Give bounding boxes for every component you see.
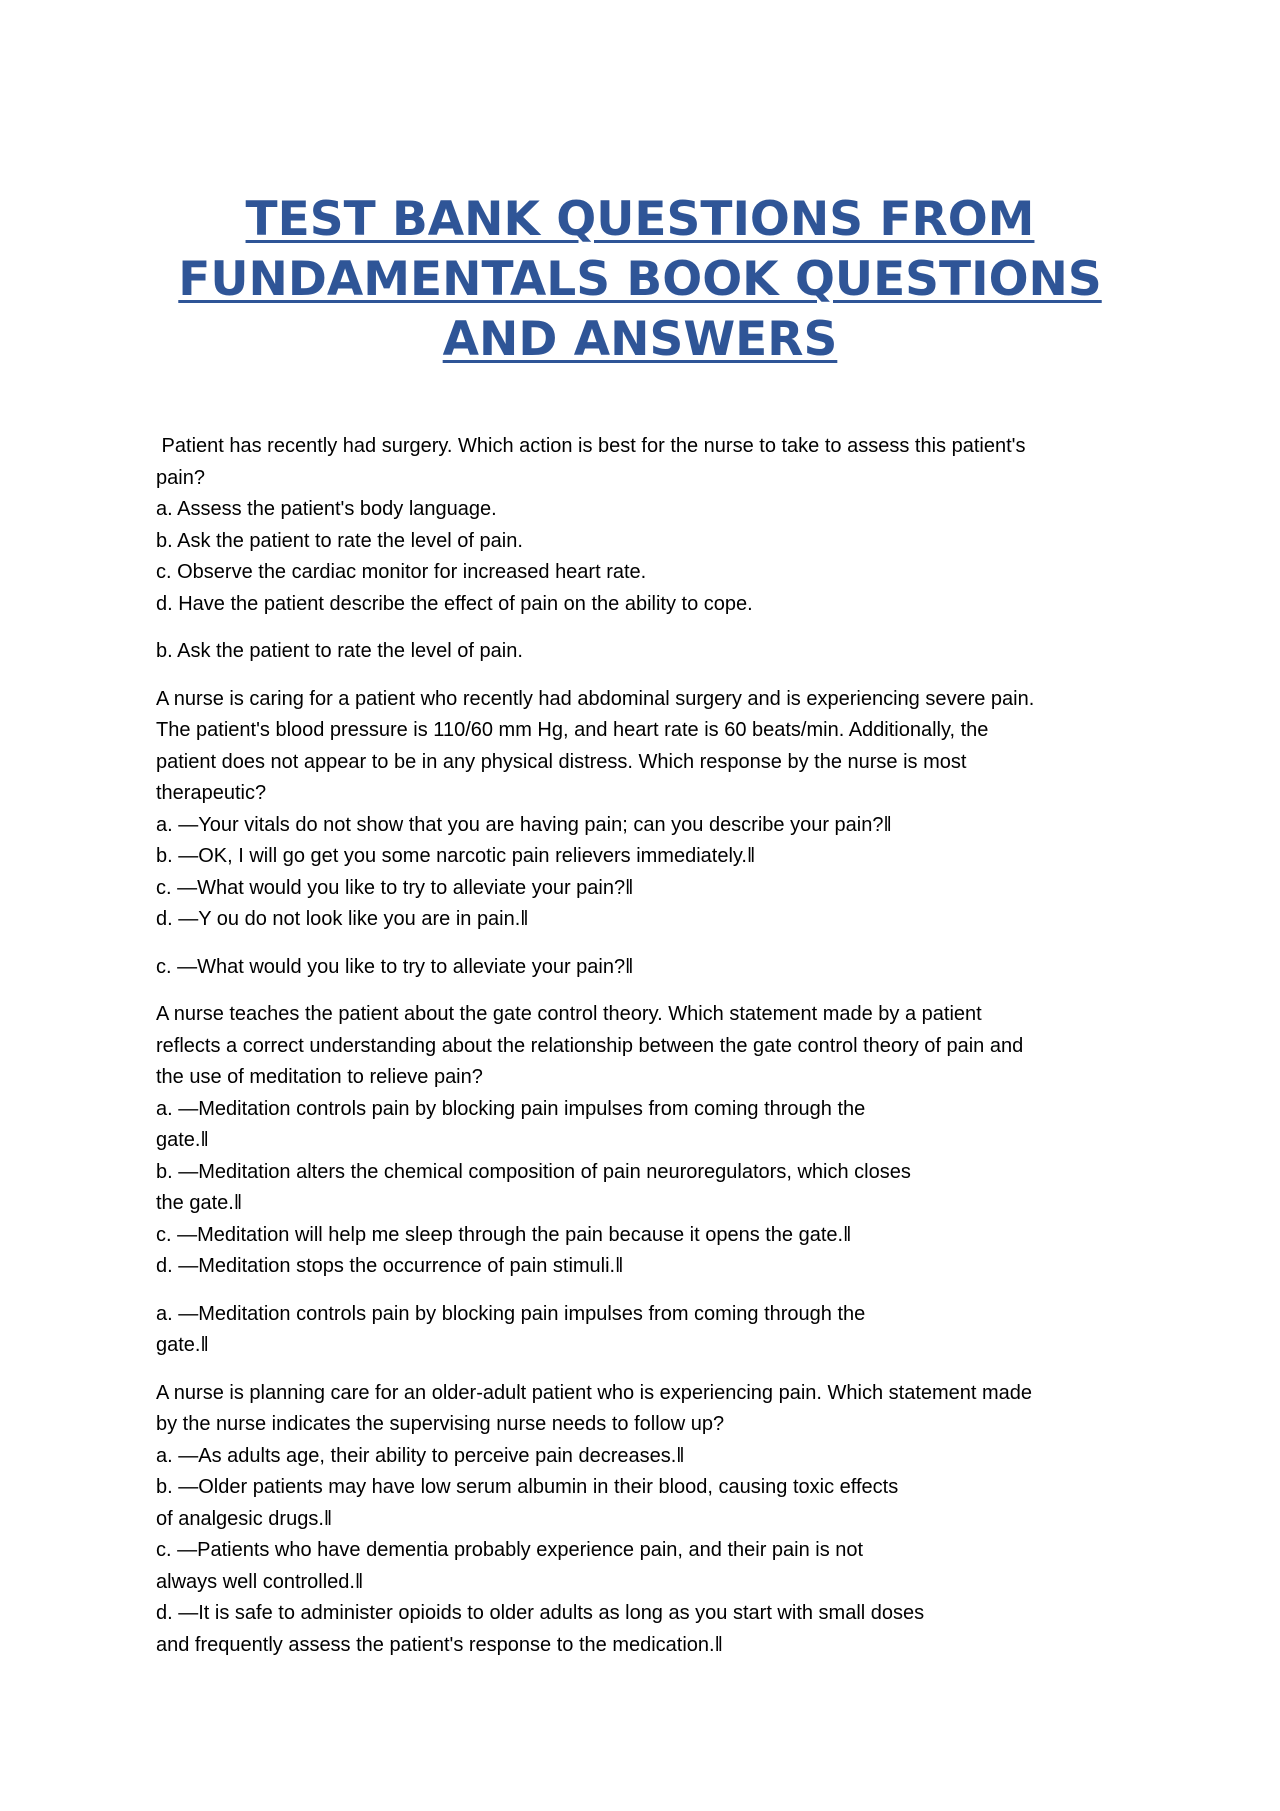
option-b: b. ―OK, I will go get you some narcotic pain relievers immediately.‖: [156, 845, 756, 867]
page-title: [150, 190, 1130, 370]
answer-3: [156, 1299, 1136, 1362]
question-text: reflects a correct understanding about the relationship between the gate control theory of pain and: [156, 1034, 1024, 1057]
option-a: a. ―Your vitals do not show that you are having pain; can you describe your pain?‖: [156, 813, 892, 836]
question-text: pain?: [156, 466, 205, 489]
option-b-cont: the gate.‖: [156, 1192, 243, 1214]
option-d: d. Have the patient describe the effect of pain on the ability to cope.: [156, 592, 753, 615]
answer-text: gate.‖: [156, 1334, 209, 1356]
question-text: A nurse teaches the patient about the gate control theory. Which statement made by a patient: [156, 1003, 982, 1025]
option-a: a. ―As adults age, their ability to perceive pain decreases.‖: [156, 1444, 685, 1467]
option-c: c. Observe the cardiac monitor for increased heart rate.: [156, 561, 647, 583]
question-text: therapeutic?: [156, 782, 267, 804]
question-2: [156, 684, 1136, 936]
question-4: [156, 1378, 1136, 1662]
option-b: b. Ask the patient to rate the level of pain.: [156, 529, 523, 552]
question-text: A nurse is planning care for an older-adult patient who is experiencing pain. Which statement made: [156, 1381, 1033, 1404]
answer-2: [156, 952, 1136, 984]
option-d-cont: and frequently assess the patient's response to the medication.‖: [156, 1633, 723, 1656]
question-text: the use of meditation to relieve pain?: [156, 1066, 483, 1088]
document-body: [156, 431, 1136, 1661]
option-a: a. ―Meditation controls pain by blocking pain impulses from coming through the: [156, 1097, 866, 1120]
option-b: b. ―Meditation alters the chemical composition of pain neuroregulators, which closes: [156, 1160, 911, 1183]
question-text: patient does not appear to be in any physical distress. Which response by the nurse is most: [156, 750, 967, 773]
option-c: c. ―Meditation will help me sleep through the pain because it opens the gate.‖: [156, 1223, 852, 1246]
answer-text: b. Ask the patient to rate the level of pain.: [156, 640, 523, 662]
answer-1: [156, 636, 1136, 668]
title-line: TEST BANK QUESTIONS FROM: [245, 192, 1035, 247]
title-line: AND ANSWERS: [442, 312, 838, 367]
question-text: The patient's blood pressure is 110/60 mm Hg, and heart rate is 60 beats/min. Additionally, the: [156, 719, 989, 741]
option-c: c. ―Patients who have dementia probably experience pain, and their pain is not: [156, 1539, 864, 1561]
answer-text: c. ―What would you like to try to alleviate your pain?‖: [156, 955, 634, 978]
question-1: [156, 431, 1136, 620]
option-c: c. ―What would you like to try to alleviate your pain?‖: [156, 876, 634, 899]
option-b: b. ―Older patients may have low serum albumin in their blood, causing toxic effects: [156, 1476, 899, 1498]
option-b-cont: of analgesic drugs.‖: [156, 1507, 333, 1530]
option-a-cont: gate.‖: [156, 1129, 209, 1151]
answer-text: a. ―Meditation controls pain by blocking pain impulses from coming through the: [156, 1302, 866, 1325]
option-d: d. ―Meditation stops the occurrence of pain stimuli.‖: [156, 1255, 624, 1277]
question-text: Patient has recently had surgery. Which action is best for the nurse to take to assess this patient's: [156, 435, 1026, 457]
option-d: d. ―It is safe to administer opioids to older adults as long as you start with small doses: [156, 1602, 925, 1624]
title-line: FUNDAMENTALS BOOK QUESTIONS: [178, 252, 1102, 307]
option-c-cont: always well controlled.‖: [156, 1570, 364, 1593]
question-3: [156, 999, 1136, 1283]
option-a: a. Assess the patient's body language.: [156, 498, 497, 520]
question-text: A nurse is caring for a patient who recently had abdominal surgery and is experiencing severe pain.: [156, 687, 1035, 710]
question-text: by the nurse indicates the supervising nurse needs to follow up?: [156, 1413, 725, 1435]
option-d: d. ―Y ou do not look like you are in pain.‖: [156, 908, 529, 930]
